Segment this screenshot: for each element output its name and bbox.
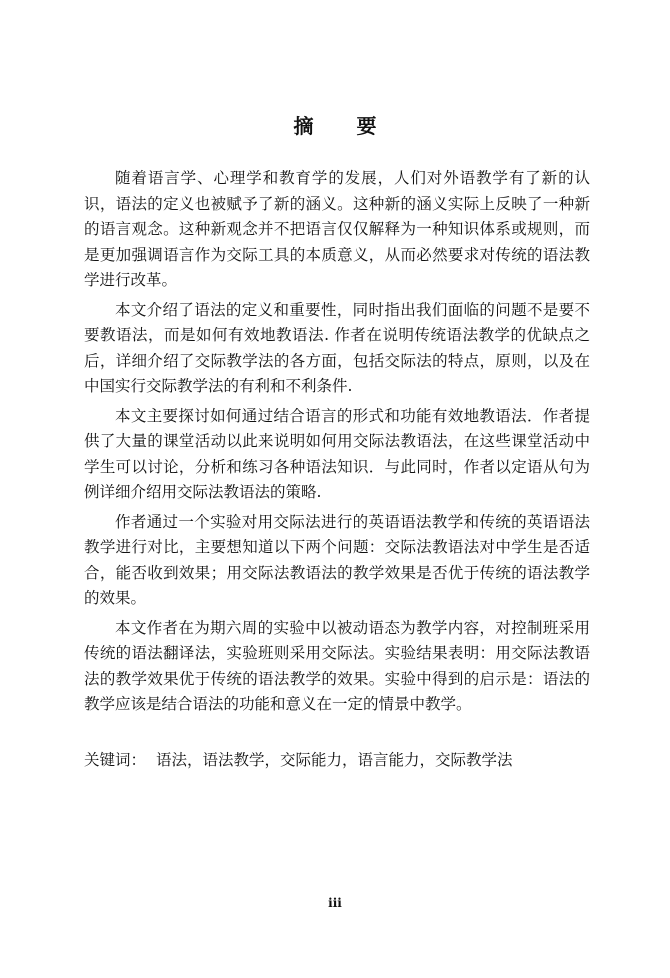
keywords-label: 关键词： bbox=[84, 751, 147, 769]
abstract-body bbox=[84, 166, 590, 722]
abstract-title: 摘 要 bbox=[293, 114, 395, 138]
abstract-paragraph-1: 随着语言学、心理学和教育学的发展，人们对外语教学有了新的认识，语法的定义也被赋予了新的涵义。这种新的涵义实际上反映了一种新的语言观念。这种新观念并不把语言仅仅解释为一种知识体系或规则，而是更加强调语言作为交际工具的本质意义，从而必然要求对传统的语法教学进行改革。 bbox=[84, 169, 590, 289]
abstract-paragraph-4: 作者通过一个实验对用交际法进行的英语语法教学和传统的英语语法教学进行对比，主要想知道以下两个问题：交际法教语法对中学生是否适合，能否收到效果；用交际法教语法的教学效果是否优于传统的语法教学的效果。 bbox=[84, 512, 590, 607]
keywords-list: 语法，语法教学，交际能力，语言能力，交际教学法 bbox=[156, 751, 513, 769]
page-number: iii bbox=[328, 896, 342, 910]
abstract-paragraph-2: 本文介绍了语法的定义和重要性，同时指出我们面临的问题不是要不要教语法，而是如何有效地教语法. 作者在说明传统语法教学的优缺点之后，详细介绍了交际教学法的各方面，包括交际法的特点，原则，以及在中国实行交际教学法的有利和不利条件. bbox=[84, 300, 590, 395]
keywords-line bbox=[84, 748, 590, 773]
abstract-paragraph-5: 本文作者在为期六周的实验中以被动语态为教学内容，对控制班采用传统的语法翻译法，实验班则采用交际法。实验结果表明：用交际法教语法的教学效果优于传统的语法教学的效果。实验中得到的启示是：语法的教学应该是结合语法的功能和意义在一定的情景中教学。 bbox=[84, 618, 590, 713]
abstract-paragraph-3: 本文主要探讨如何通过结合语言的形式和功能有效地教语法．作者提供了大量的课堂活动以此来说明如何用交际法教语法，在这些课堂活动中学生可以讨论，分析和练习各种语法知识．与此同时，作者以定语从句为例详细介绍用交际法教语法的策略. bbox=[84, 406, 590, 501]
